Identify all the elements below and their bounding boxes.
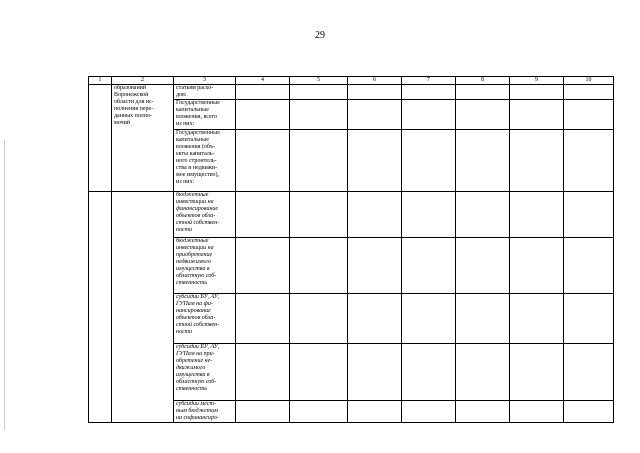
empty-value-cell (236, 294, 290, 344)
cell-col-1 (89, 192, 112, 423)
scan-edge-line (4, 140, 5, 430)
column-header-7: 7 (402, 77, 456, 85)
empty-value-cell (564, 85, 614, 100)
empty-value-cell (402, 100, 456, 130)
empty-value-cell (510, 85, 564, 100)
empty-value-cell (348, 85, 402, 100)
empty-value-cell (290, 294, 348, 344)
row-label-cell: субсидии мест- ным бюджетам на софинансиро- (174, 401, 236, 423)
cell-col-2 (112, 192, 174, 423)
empty-value-cell (564, 130, 614, 192)
column-header-9: 9 (510, 77, 564, 85)
empty-value-cell (236, 85, 290, 100)
empty-value-cell (290, 100, 348, 130)
empty-value-cell (564, 238, 614, 294)
column-header-8: 8 (456, 77, 510, 85)
empty-value-cell (290, 401, 348, 423)
table-row (89, 85, 614, 100)
cell-col-2: образований Воронежской области для ис- полнения пере- данных полно- мочий (112, 85, 174, 192)
empty-value-cell (402, 238, 456, 294)
column-header-10: 10 (564, 77, 614, 85)
empty-value-cell (456, 130, 510, 192)
column-header-6: 6 (348, 77, 402, 85)
empty-value-cell (348, 192, 402, 238)
empty-value-cell (348, 401, 402, 423)
empty-value-cell (236, 130, 290, 192)
table-row (89, 192, 614, 238)
empty-value-cell (402, 192, 456, 238)
budget-table (88, 76, 614, 423)
table-header-row (89, 77, 614, 85)
empty-value-cell (564, 192, 614, 238)
empty-value-cell (564, 294, 614, 344)
row-label-cell: Государственные капитальные вложения, всего из них: (174, 100, 236, 130)
empty-value-cell (510, 100, 564, 130)
page-number: 29 (315, 30, 325, 41)
empty-value-cell (402, 344, 456, 401)
empty-value-cell (456, 192, 510, 238)
column-header-2: 2 (112, 77, 174, 85)
empty-value-cell (290, 85, 348, 100)
row-label-cell: субсидии БУ, АУ, ГУПам на фи- нансирование объектов обла- стной собствен- ности (174, 294, 236, 344)
empty-value-cell (348, 130, 402, 192)
empty-value-cell (456, 344, 510, 401)
row-label-cell: бюджетные инвестиции на финансирование объектов обла- стной собствен- ности (174, 192, 236, 238)
cell-col-1 (89, 85, 112, 192)
empty-value-cell (510, 192, 564, 238)
empty-value-cell (510, 294, 564, 344)
empty-value-cell (348, 294, 402, 344)
column-header-5: 5 (290, 77, 348, 85)
empty-value-cell (348, 100, 402, 130)
empty-value-cell (510, 130, 564, 192)
empty-value-cell (348, 238, 402, 294)
empty-value-cell (402, 85, 456, 100)
empty-value-cell (510, 238, 564, 294)
empty-value-cell (456, 294, 510, 344)
empty-value-cell (290, 238, 348, 294)
empty-value-cell (456, 85, 510, 100)
empty-value-cell (236, 401, 290, 423)
empty-value-cell (564, 344, 614, 401)
empty-value-cell (290, 130, 348, 192)
empty-value-cell (236, 344, 290, 401)
empty-value-cell (456, 401, 510, 423)
row-label-cell: субсидии БУ, АУ, ГУПам на при- обретение не- движимого имущества в областную соб- ственность (174, 344, 236, 401)
empty-value-cell (564, 401, 614, 423)
empty-value-cell (290, 192, 348, 238)
empty-value-cell (510, 344, 564, 401)
empty-value-cell (402, 294, 456, 344)
column-header-1: 1 (89, 77, 112, 85)
empty-value-cell (236, 100, 290, 130)
empty-value-cell (456, 100, 510, 130)
empty-value-cell (456, 238, 510, 294)
empty-value-cell (564, 100, 614, 130)
row-label-cell: бюджетные инвестиции на приобретение недвижимого имущества в областную соб- ственность (174, 238, 236, 294)
empty-value-cell (348, 344, 402, 401)
empty-value-cell (402, 130, 456, 192)
empty-value-cell (236, 238, 290, 294)
empty-value-cell (402, 401, 456, 423)
empty-value-cell (510, 401, 564, 423)
row-label-cell: Государственные капитальные вложения (объ- екты капиталь- ного строитель- ства и недвижи- мое имущество), из них: (174, 130, 236, 192)
empty-value-cell (236, 192, 290, 238)
column-header-3: 3 (174, 77, 236, 85)
row-label-cell: статьям расхо- дов: (174, 85, 236, 100)
column-header-4: 4 (236, 77, 290, 85)
empty-value-cell (290, 344, 348, 401)
